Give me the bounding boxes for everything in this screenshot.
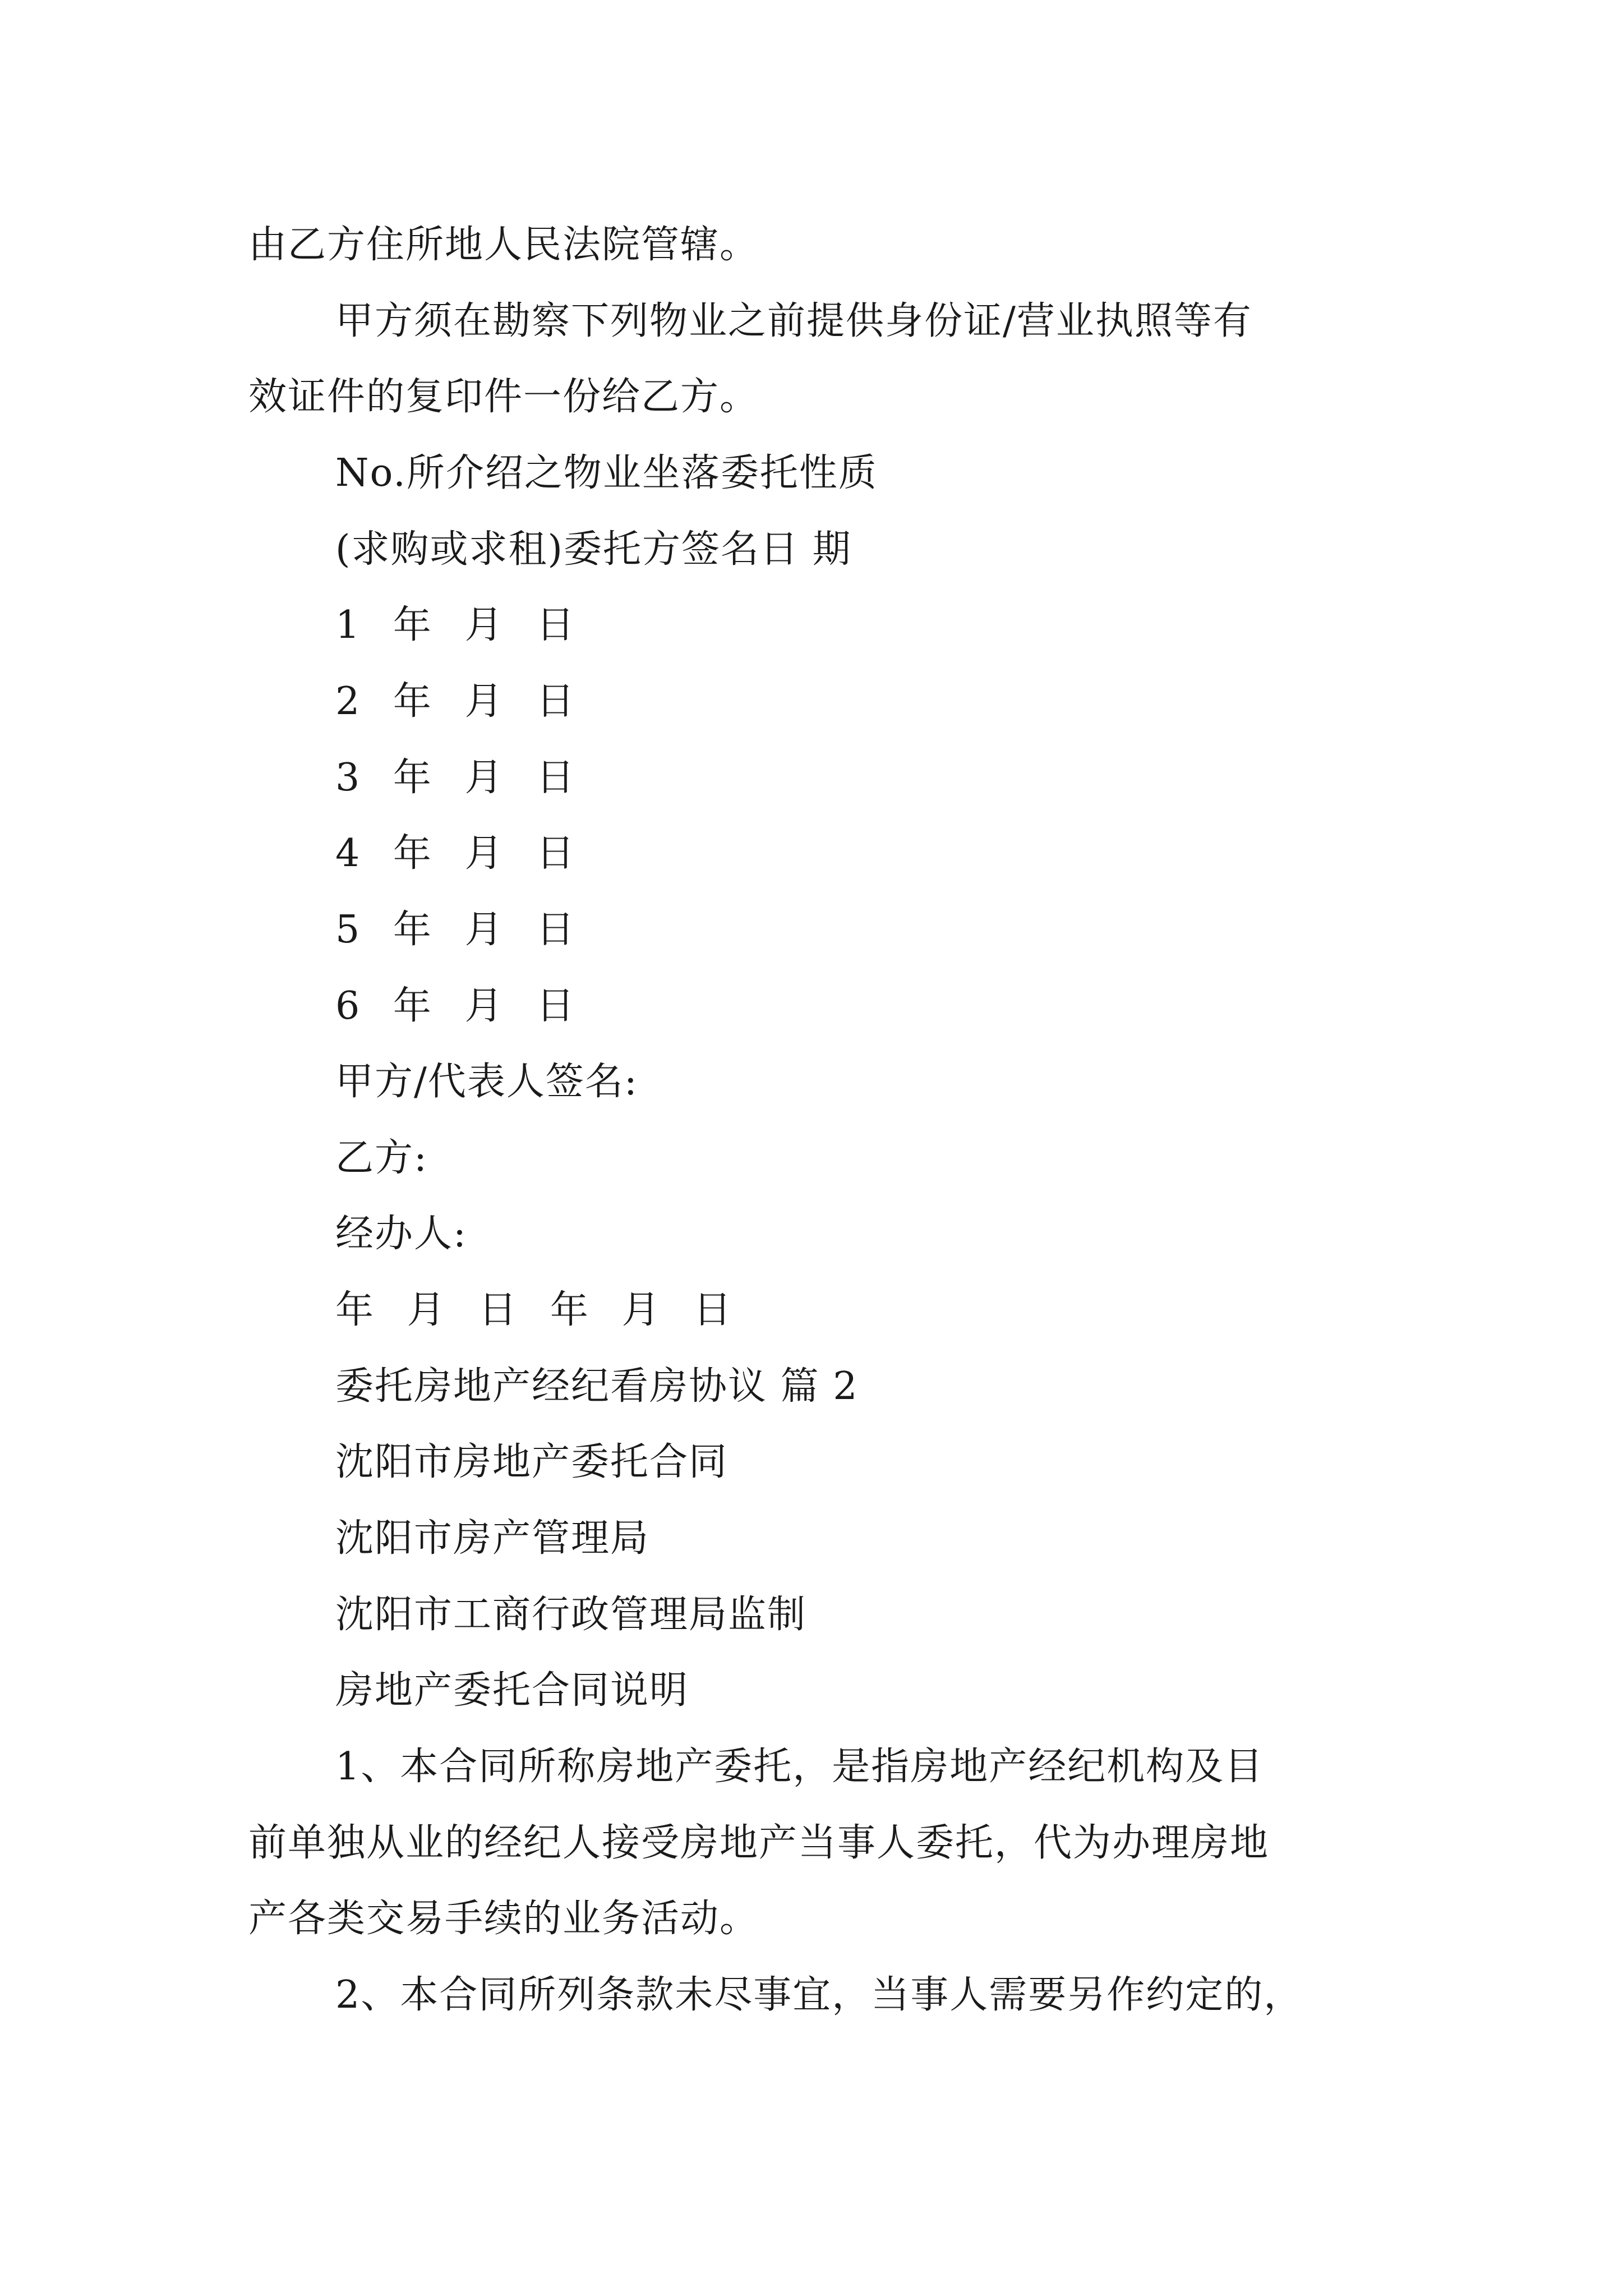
instruction-1-line-3: 产各类交易手续的业务活动。	[248, 1897, 759, 1941]
instruction-1-line-1: 1、本合同所称房地产委托，是指房地产经纪机构及目	[335, 1745, 1264, 1789]
signature-date-line: 年 月 日 年 月 日	[335, 1288, 733, 1332]
table-row-1: 1 年 月 日	[335, 603, 576, 647]
issuer-housing-bureau: 沈阳市房产管理局	[335, 1516, 650, 1561]
instruction-1-line-2: 前单独从业的经纪人接受房地产当事人委托，代为办理房地	[248, 1821, 1270, 1865]
text-line-jurisdiction: 由乙方住所地人民法院管辖。	[248, 223, 759, 267]
table-header-line-2: (求购或求租)委托方签名日 期	[335, 527, 852, 572]
table-row-5: 5 年 月 日	[335, 908, 576, 952]
party-a-signature-label: 甲方/代表人签名:	[335, 1060, 638, 1104]
table-row-6: 6 年 月 日	[335, 984, 576, 1028]
contract-title: 沈阳市房地产委托合同	[335, 1440, 728, 1484]
party-b-label: 乙方:	[335, 1136, 428, 1180]
table-row-4: 4 年 月 日	[335, 831, 576, 876]
instruction-2-line-1: 2、本合同所列条款未尽事宜，当事人需要另作约定的，	[335, 1973, 1303, 2017]
table-row-2: 2 年 月 日	[335, 679, 576, 724]
agent-label: 经办人:	[335, 1212, 467, 1256]
section-heading: 委托房地产经纪看房协议 篇 2	[335, 1364, 859, 1409]
table-row-3: 3 年 月 日	[335, 756, 576, 800]
text-line-id-requirement-cont: 效证件的复印件一份给乙方。	[248, 375, 759, 419]
instructions-heading: 房地产委托合同说明	[335, 1668, 689, 1713]
text-line-id-requirement: 甲方须在勘察下列物业之前提供身份证/营业执照等有	[335, 299, 1252, 343]
issuer-commerce-bureau: 沈阳市工商行政管理局监制	[335, 1593, 807, 1637]
table-header-line-1: No.所介绍之物业坐落委托性质	[335, 451, 878, 495]
